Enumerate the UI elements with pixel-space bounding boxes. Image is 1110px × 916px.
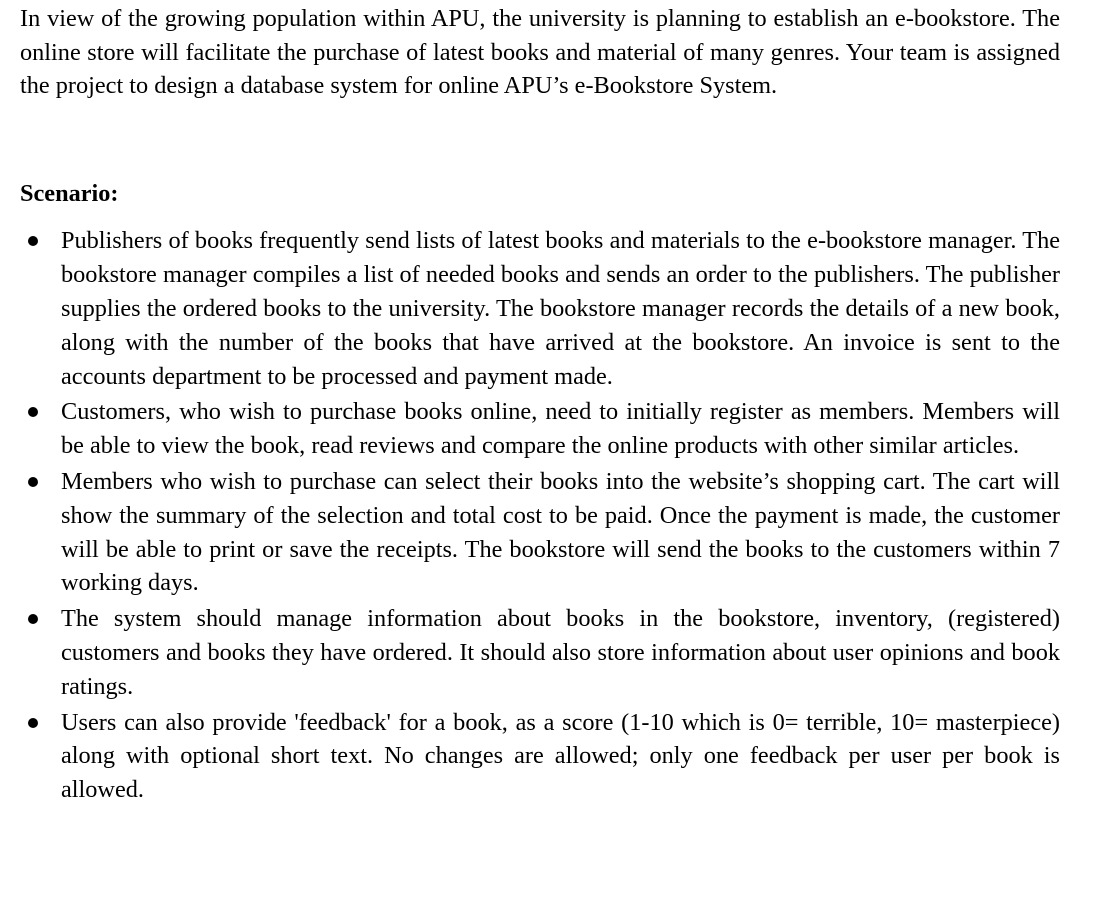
intro-paragraph: In view of the growing population within APU, the university is planning to establish an e-bookstore. The online store will facilitate the purchase of latest books and material of many genres. Your team is assigned the project to design a database system for online APU’s e-Bookstore System. xyxy=(20,5,1060,100)
scenario-bullet-list xyxy=(20,224,1060,807)
bullet-icon xyxy=(28,236,38,246)
scenario-bullet-item xyxy=(20,706,1060,807)
bullet-icon xyxy=(28,477,38,487)
scenario-bullet-item xyxy=(20,602,1060,703)
scenario-bullet-item xyxy=(20,395,1060,463)
bullet-icon xyxy=(28,718,38,728)
bullet-text: Customers, who wish to purchase books online, need to initially register as members. Members will be able to view the book, read reviews and compare the online products with other similar articles. xyxy=(61,398,1060,460)
bullet-text: The system should manage information about books in the bookstore, inventory, (registered) customers and books they have ordered. It should also store information about user opinions and book ratings. xyxy=(61,605,1060,700)
bullet-text: Users can also provide 'feedback' for a book, as a score (1-10 which is 0= terrible, 10= masterpiece) along with optional short text. No changes are allowed; only one feedback per user per book is allowed. xyxy=(61,708,1060,804)
scenario-bullet-item xyxy=(20,224,1060,393)
bullet-icon xyxy=(28,407,38,417)
bullet-icon xyxy=(28,614,38,624)
bullet-text: Members who wish to purchase can select their books into the website’s shopping cart. The cart will show the summary of the selection and total cost to be paid. Once the payment is made, the customer will be able to print or save the receipts. The bookstore will send the books to the customers within 7 working days. xyxy=(61,467,1060,597)
scenario-heading: Scenario: xyxy=(20,179,119,207)
scenario-bullet-item xyxy=(20,465,1060,600)
bullet-text: Publishers of books frequently send lists of latest books and materials to the e-bookstore manager. The bookstore manager compiles a list of needed books and sends an order to the publishers. The publisher supplies the ordered books to the university. The bookstore manager records the details of a new book, along with the number of the books that have arrived at the bookstore. An invoice is sent to the accounts department to be processed and payment made. xyxy=(61,227,1060,390)
